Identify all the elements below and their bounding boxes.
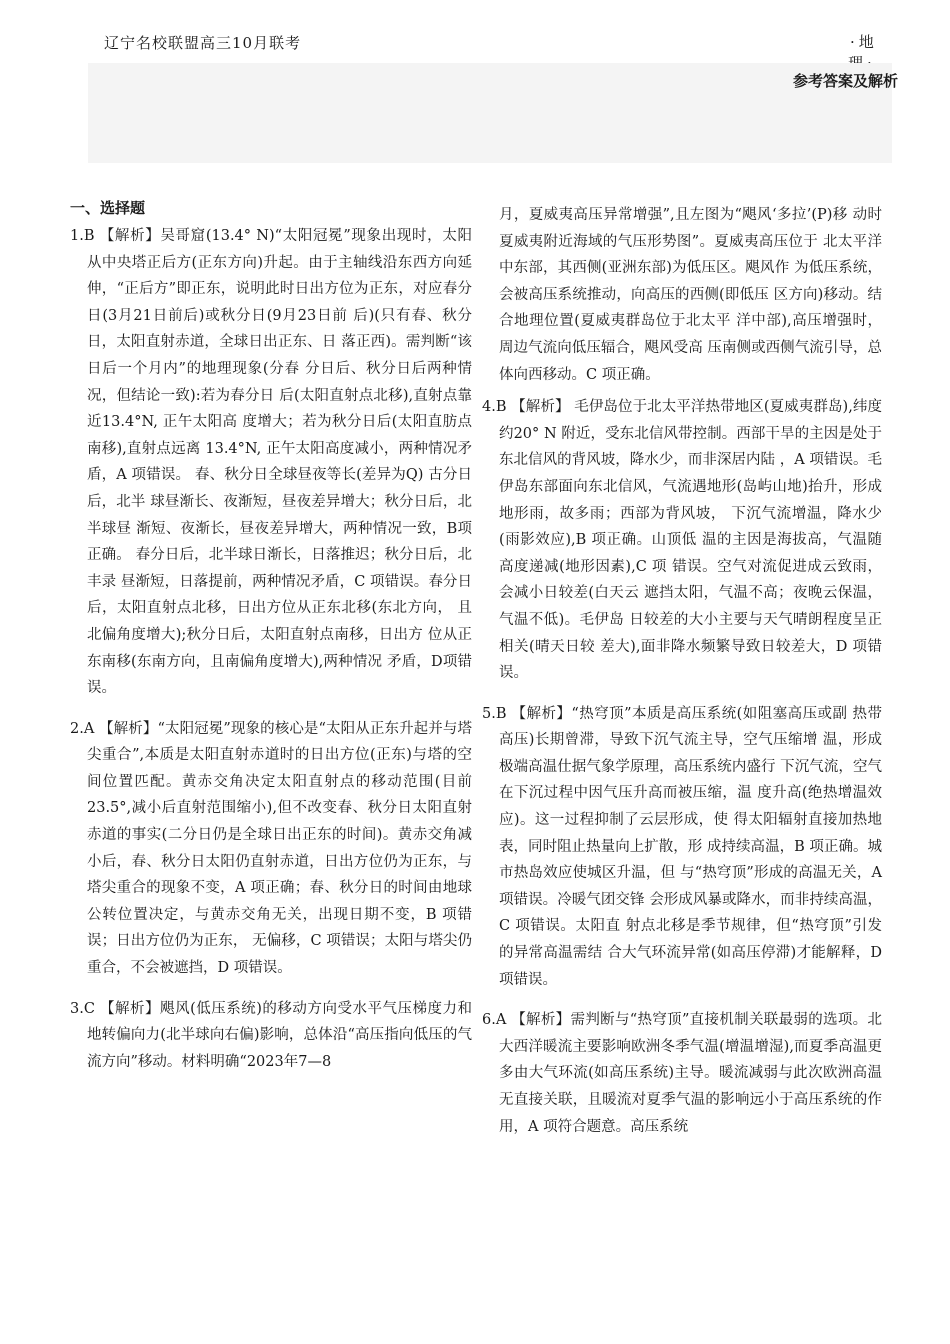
answer-title: 参考答案及解析 — [792, 72, 898, 90]
right-column — [482, 202, 882, 1140]
answer-item-3-continuation: 月，夏威夷高压异常增强”,且左图为“飓风‘多拉’(P)移 动时夏威夷附近海域的气压形势图”。夏威夷高压位于 北太平洋中东部，其西侧(亚洲东部)为低压区。飓风作 为低压系统，会被高压系统推动，向高压的西侧(即低压 区方向)移动。结合地理位置(夏威夷群岛位于北太平 洋中部),高压增强时，周边气流向低压辐合，飓风受高 压南侧或西侧气流引导，总体向西移动。C 项正确。 — [499, 207, 882, 383]
answer-item-4: 4.B 【解析】 毛伊岛位于北太平洋热带地区(夏威夷群岛),纬度约20° N 附近，受东北信风带控制。西部干旱的主因是处于东北信风的背风坡，降水少，而非深居内陆 ，A 项错误。毛伊岛东部面向东北信风，气流遇地形(岛屿山地)抬升，形成地形雨，故多雨；西部为背风坡， 下沉气流增温，降水少(雨影效应),B 项正确。山顶低 温的主因是海拔高，气温随高度递减(地形因素),C 项 错误。空气对流促进成云致雨，会减小日较差(白天云 遮挡太阳，气温不高；夜晚云保温，气温不低)。毛伊岛 日较差的大小主要与天气晴朗程度呈正相关(晴天日较 差大),面非降水频繁导致日较差大，D 项错误。 — [482, 399, 882, 682]
exam-title: 辽宁名校联盟高三10月联考 — [104, 34, 302, 52]
left-column — [70, 223, 472, 1075]
answer-item-3: 3.C 【解析】飓风(低压系统)的移动方向受水平气压梯度力和地转偏向力(北半球向右偏)影响，总体沿“高压指向低压的气流方向”移动。材料明确“2023年7—8 — [70, 1000, 472, 1070]
answer-item-6: 6.A 【解析】需判断与“热穹顶”直接机制关联最弱的选项。北大西洋暖流主要影响欧洲冬季气温(增温增湿),而夏季高温更多由大气环流(如高压系统)主导。暖流减弱与此次欧洲高温无直接关联，且暖流对夏季气温的影响远小于高压系统的作用，A 项符合题意。高压系统 — [482, 1012, 882, 1135]
header-band — [88, 63, 892, 163]
section-title: 一、选择题 — [70, 199, 146, 217]
subject-line-1: · 地 — [850, 33, 874, 51]
answer-item-1: 1.B 【解析】吴哥窟(13.4° N)“太阳冠冕”现象出现时，太阳从中央塔正后方(正东方向)升起。由于主轴线沿东西方向延伸，“正后方”即正东，说明此时日出方位为正东，对应春分日(3月21日前后)或秋分日(9月23日前 后)(只有春、秋分日，太阳直射赤道，全球日出正东、日 落正西)。需判断“该日后一个月内”的地理现象(分春 分日后、秋分日后两种情况，但结论一致):若为春分日 后(太阳直射点北移),直射点靠近13.4°N, 正午太阳高 度增大；若为秋分日后(太阳直肪点南移),直射点远离 13.4°N, 正午太阳高度减小，两种情况矛盾，A 项错误。 春、秋分日全球昼夜等长(差异为Q) 古分日后，北半 球昼渐长、夜渐短，昼夜差异增大；秋分日后，北半球昼 渐短、夜渐长，昼夜差异增大，两种情况一致，B项正确。 春分日后，北半球日渐长，日落推迟；秋分日后，北丰录 昼渐短，日落提前，两种情况矛盾，C 项错误。春分日 后，太阳直射点北移，日出方位从正东北移(东北方向， 且北偏角度增大);秋分日后，太阳直射点南移，日出方 位从正东南移(东南方向，且南偏角度增大),两种情况 矛盾，D项错误。 — [70, 228, 472, 697]
answer-item-2: 2.A 【解析】“太阳冠冕”现象的核心是“太阳从正东升起并与塔尖重合”,本质是太阳直射赤道时的日出方位(正东)与塔的空间位置匹配。黄赤交角决定太阳直射点的移动范围(目前23.5°,减小后直射范围缩小),但不改变春、秋分日太阳直射赤道的事实(二分日仍是全球日出正东的时间)。黄赤交角减小后，春、秋分日太阳仍直射赤道，日出方位仍为正东，与塔尖重合的现象不变，A 项正确；春、秋分日的时间由地球公转位置决定，与黄赤交角无关，出现日期不变，B 项错误；日出方位仍为正东， 无偏移，C 项错误；太阳与塔尖仍重合，不会被遮挡，D 项错误。 — [70, 720, 472, 977]
answer-item-5: 5.B 【解析】“热穹顶”本质是高压系统(如阻塞高压或副 热带高压)长期曾滞，导致下沉气流主导，空气压缩增 温，形成极端高温仕据气象学原理，高压系统内盛行 下沉气流，空气在下沉过程中因气压升高而被压缩，温 度升高(绝热增温效应)。这一过程抑制了云层形成，使 得太阳辐射直接加热地表，同时阻止热量向上扩散，形 成持续高温，B 项正确。城市热岛效应使城区升温，但 与“热穹顶”形成的高温无关，A 项错误。冷暖气团交锋 会形成风暴或降水，而非持续高温，C 项错误。太阳直 射点北移是季节规律，但“热穹顶”引发的异常高温需结 合大气环流异常(如高压停滞)才能解释，D 项错误。 — [482, 705, 882, 988]
